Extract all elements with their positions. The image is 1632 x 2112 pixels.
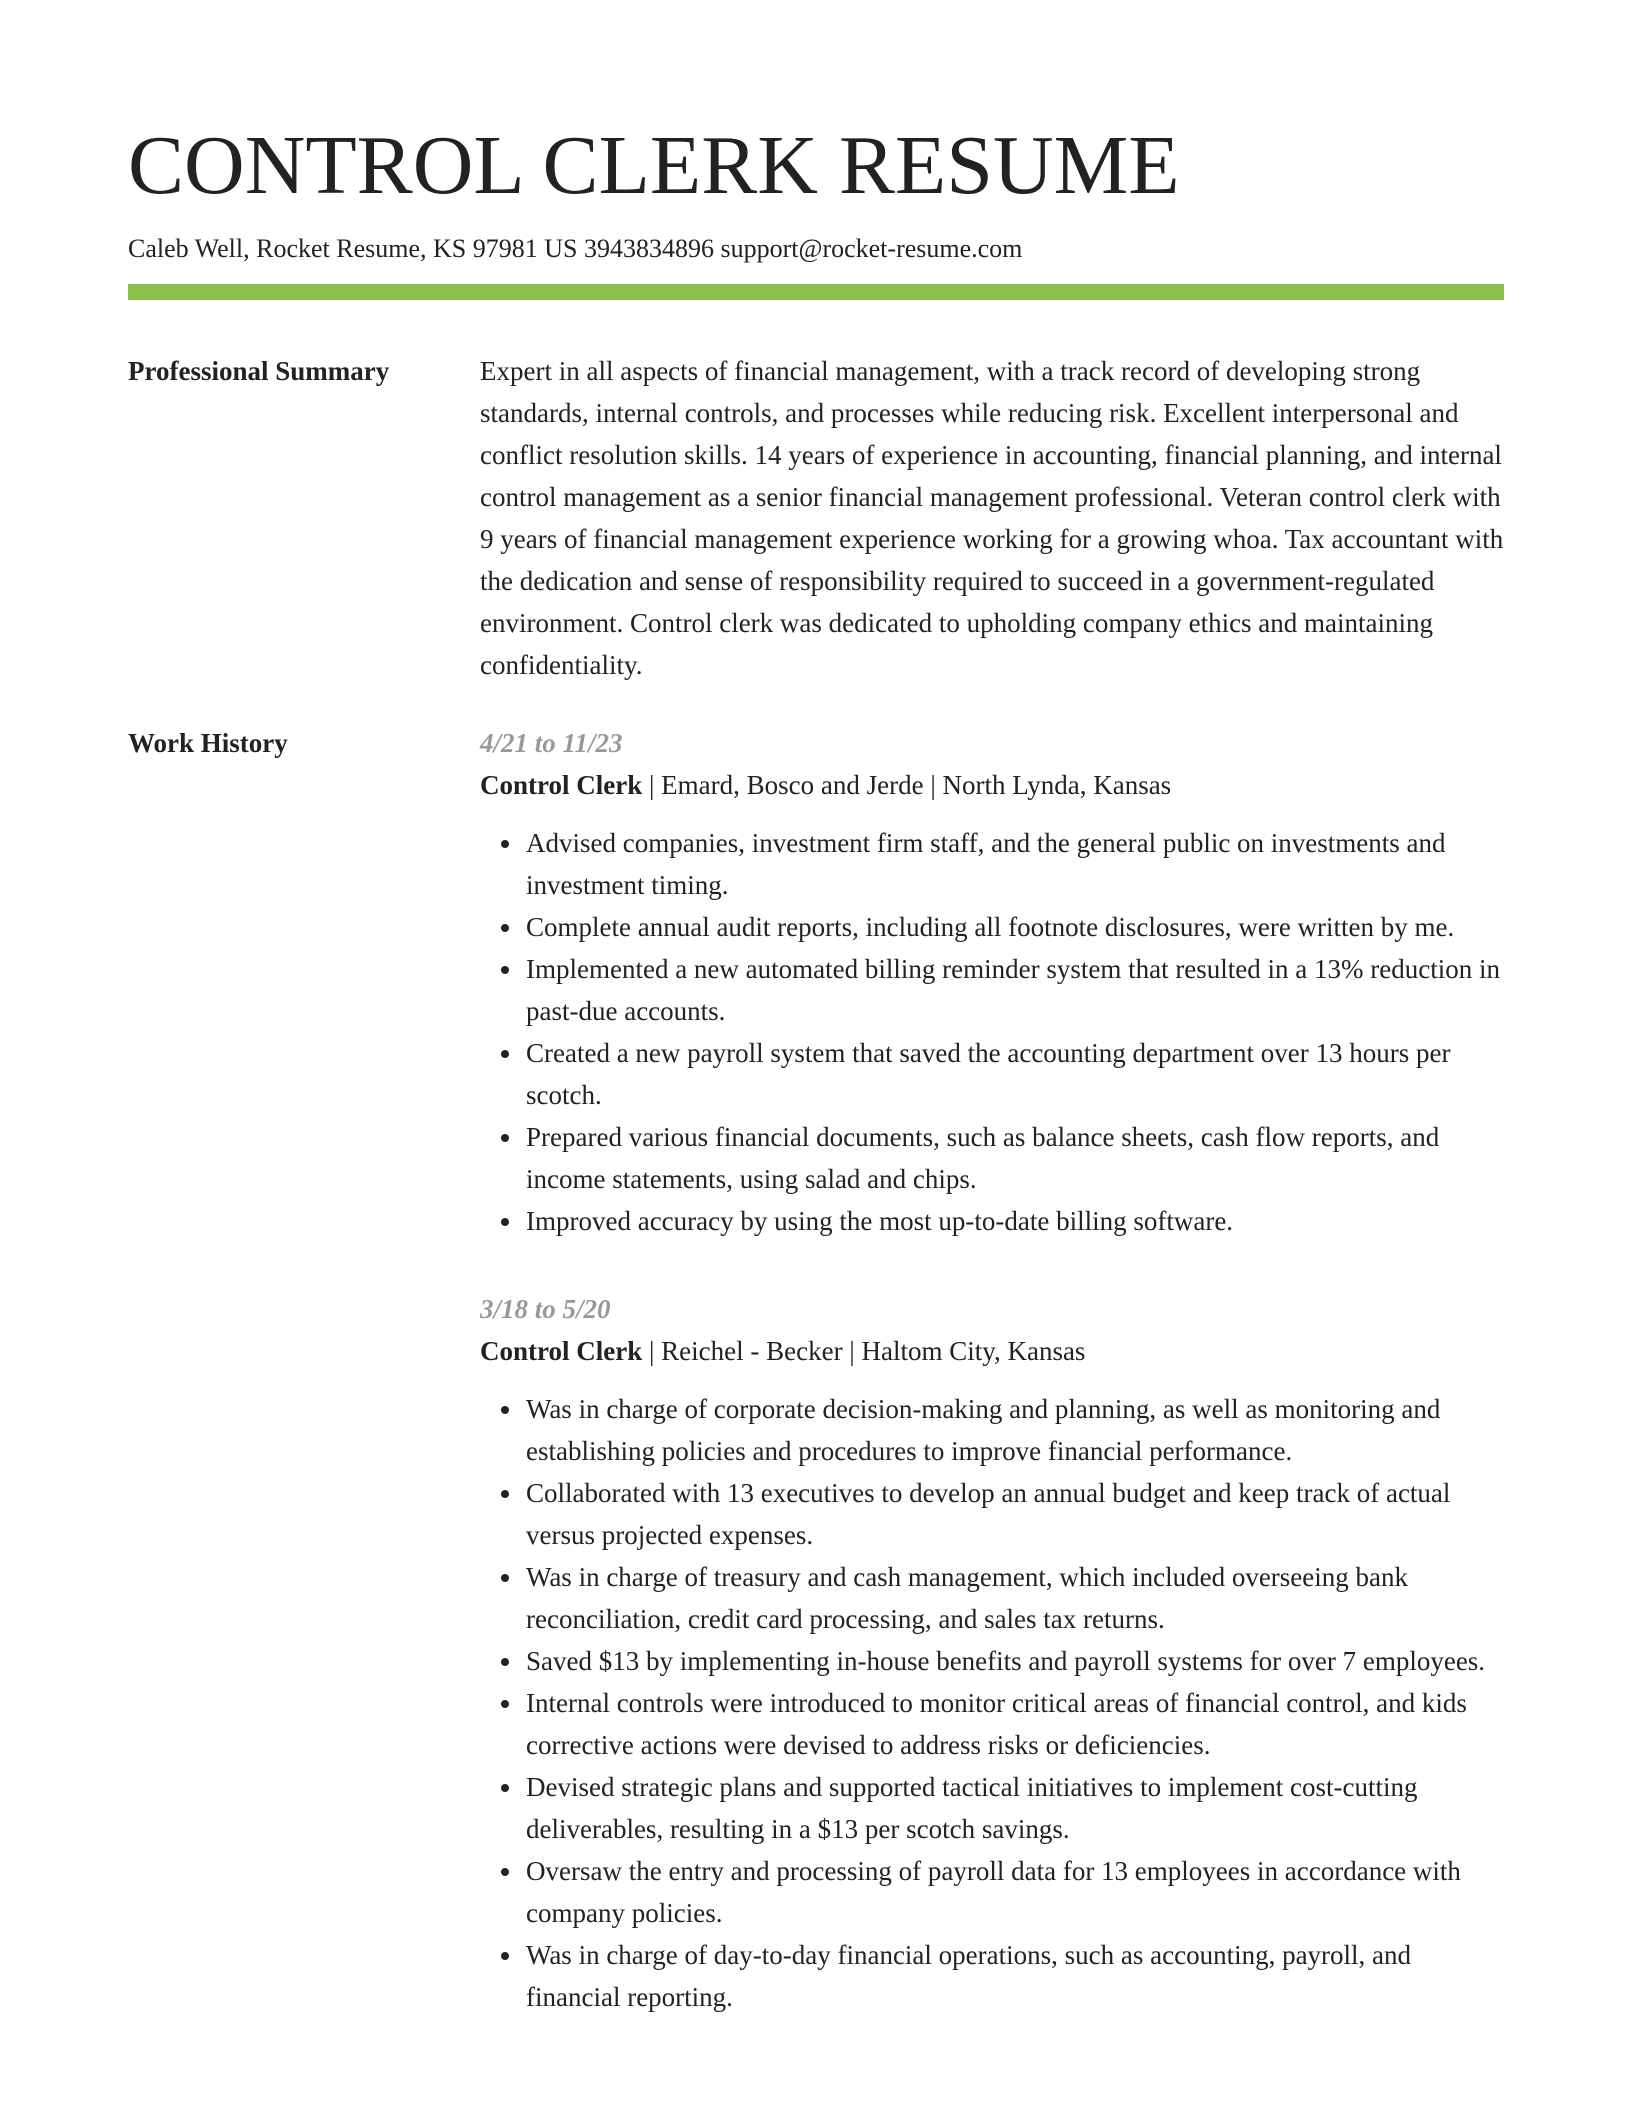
- job-role: Control Clerk: [480, 770, 643, 800]
- resume-title: CONTROL CLERK RESUME: [128, 119, 1180, 212]
- job-title-line: [480, 764, 1504, 806]
- resume-page: [128, 118, 1504, 2018]
- job-bullet-list: [480, 1388, 1504, 2018]
- list-item: • Collaborated with 13 executives to develop an annual budget and keep track of actual versus projected expenses.: [524, 1472, 1504, 1556]
- list-item: • Was in charge of corporate decision-making and planning, as well as monitoring and establishing policies and procedures to improve financial performance.: [524, 1388, 1504, 1472]
- job-employer-location: | Reichel - Becker | Haltom City, Kansas: [642, 1336, 1086, 1366]
- job-bullet-list: [480, 822, 1504, 1242]
- list-item: • Devised strategic plans and supported tactical initiatives to implement cost-cutting deliverables, resulting in a $13 per scotch savings.: [524, 1766, 1504, 1850]
- list-item: • Implemented a new automated billing reminder system that resulted in a 13% reduction in past-due accounts.: [524, 948, 1504, 1032]
- job-dates: 4/21 to 11/23: [480, 728, 623, 758]
- list-item: • Created a new payroll system that saved the accounting department over 13 hours per scotch.: [524, 1032, 1504, 1116]
- list-item: • Prepared various financial documents, such as balance sheets, cash flow reports, and income statements, using salad and chips.: [524, 1116, 1504, 1200]
- section-label-summary: Professional Summary: [128, 356, 390, 386]
- header-divider: [128, 284, 1504, 300]
- summary-text: Expert in all aspects of financial management, with a track record of developing strong standards, internal controls, and processes while reducing risk. Excellent interpersonal and conflict resolution skills. 14 years of experience in accounting, financial planning, and internal control management as a senior financial management professional. Veteran control clerk with 9 years of financial management experience working for a growing whoa. Tax accountant with the dedication and sense of responsibility required to succeed in a government-regulated environment. Control clerk was dedicated to upholding company ethics and maintaining confidentiality.: [480, 356, 1504, 680]
- job-entry: [480, 1288, 1504, 2018]
- section-label-work-history: Work History: [128, 728, 288, 758]
- work-history-section: [128, 722, 1504, 2018]
- contact-line: Caleb Well, Rocket Resume, KS 97981 US 3943834896 support@rocket-resume.com: [128, 234, 1023, 263]
- job-title-line: [480, 1330, 1504, 1372]
- list-item: • Advised companies, investment firm staff, and the general public on investments and investment timing.: [524, 822, 1504, 906]
- list-item: • Saved $13 by implementing in-house benefits and payroll systems for over 7 employees.: [524, 1640, 1504, 1682]
- summary-body: [480, 350, 1504, 686]
- professional-summary-section: [128, 350, 1504, 686]
- job-employer-location: | Emard, Bosco and Jerde | North Lynda, Kansas: [642, 770, 1172, 800]
- list-item: • Was in charge of day-to-day financial operations, such as accounting, payroll, and financial reporting.: [524, 1934, 1504, 2018]
- list-item: • Complete annual audit reports, including all footnote disclosures, were written by me.: [524, 906, 1504, 948]
- job-role: Control Clerk: [480, 1336, 643, 1366]
- job-entry: [480, 722, 1504, 1242]
- list-item: • Internal controls were introduced to monitor critical areas of financial control, and kids corrective actions were devised to address risks or deficiencies.: [524, 1682, 1504, 1766]
- job-dates: 3/18 to 5/20: [480, 1294, 611, 1324]
- list-item: • Oversaw the entry and processing of payroll data for 13 employees in accordance with company policies.: [524, 1850, 1504, 1934]
- list-item: • Was in charge of treasury and cash management, which included overseeing bank reconciliation, credit card processing, and sales tax returns.: [524, 1556, 1504, 1640]
- list-item: • Improved accuracy by using the most up-to-date billing software.: [524, 1200, 1504, 1242]
- work-history-body: [480, 722, 1504, 2018]
